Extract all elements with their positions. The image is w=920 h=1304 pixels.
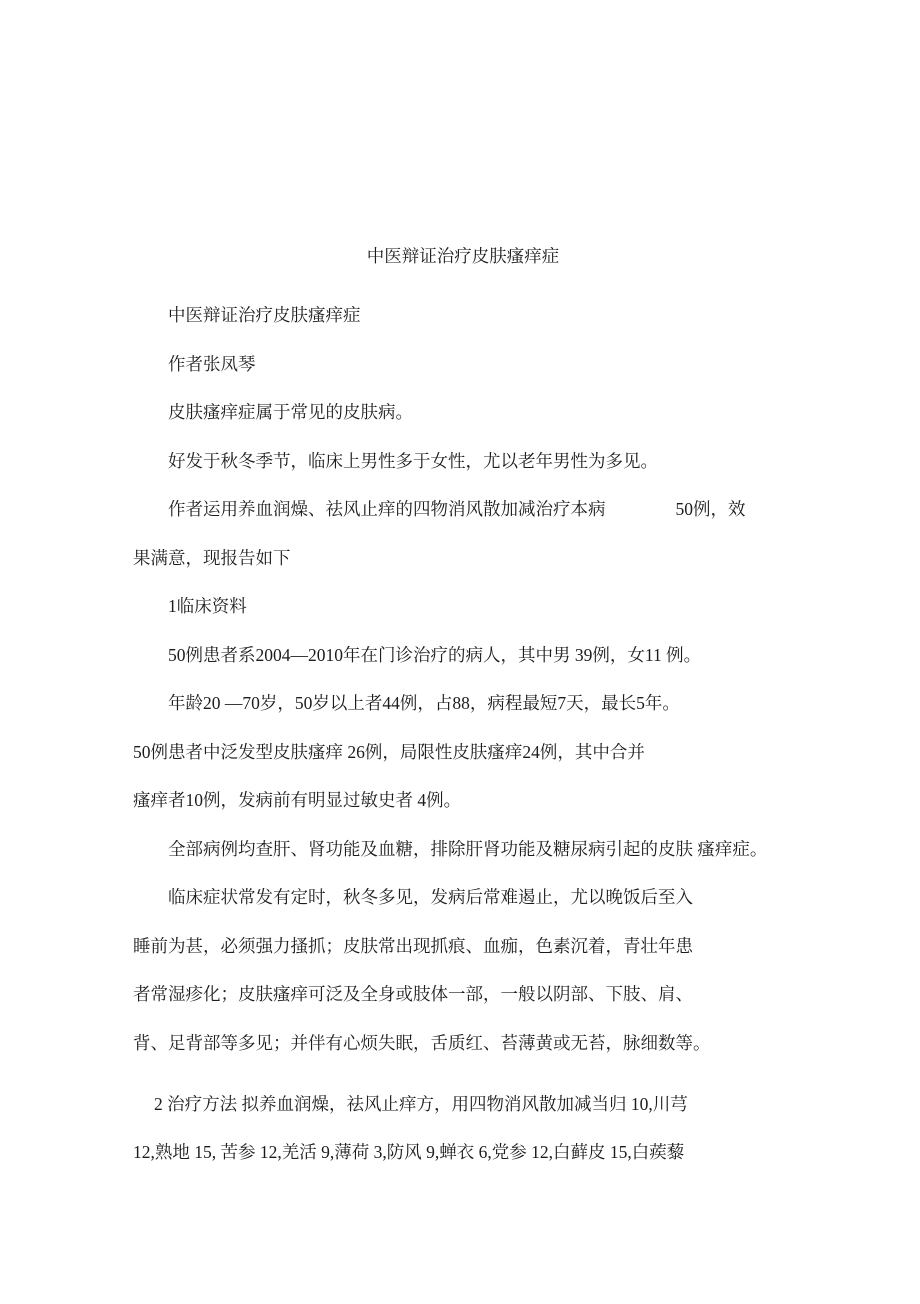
doc-line: 年龄20 —70岁，50岁以上者44例，占88，病程最短7天，最长5年。	[168, 693, 680, 713]
doc-line: 背、足背部等多见；并伴有心烦失眠，舌质红、苔薄黄或无苔，脉细数等。	[133, 1032, 711, 1053]
doc-line: 12,熟地 15, 苦参 12,羌活 9,薄荷 3,防风 9,蝉衣 6,党参 12,白藓皮 15,白蒺藜	[133, 1142, 685, 1162]
doc-line: 者常湿疹化；皮肤瘙痒可泛及全身或肢体一部，一般以阴部、下肢、肩、	[133, 984, 693, 1004]
doc-line: 睡前为甚，必须强力搔抓；皮肤常出现抓痕、血痂，色素沉着，青壮年患	[133, 935, 693, 956]
doc-line: 瘙痒者10例，发病前有明显过敏史者 4例。	[133, 790, 462, 810]
doc-line: 临床症状常发有定时，秋冬多见，发病后常难遏止，尤以晚饭后至入	[168, 887, 693, 907]
doc-line: 中医辩证治疗皮肤瘙痒症	[168, 305, 361, 325]
doc-line: 作者张凤琴	[168, 353, 256, 374]
doc-line: 皮肤瘙痒症属于常见的皮肤病。	[168, 402, 413, 422]
doc-line: 好发于秋冬季节，临床上男性多于女性，尤以老年男性为多见。	[168, 450, 658, 471]
doc-line: 果满意，现报告如下	[133, 547, 291, 568]
doc-line: 作者运用养血润燥、祛风止痒的四物消风散加减治疗本病 50例，效	[168, 499, 746, 519]
doc-line: 1临床资料	[168, 596, 247, 616]
doc-line: 50例患者系2004—2010年在门诊治疗的病人，其中男 39例，女11 例。	[168, 644, 702, 665]
doc-line: 50例患者中泛发型皮肤瘙痒 26例，局限性皮肤瘙痒24例，其中合并	[133, 741, 645, 762]
doc-line: 全部病例均查肝、肾功能及血糖，排除肝肾功能及糖尿病引起的皮肤 瘙痒症。	[168, 838, 768, 859]
doc-line: 2 治疗方法 拟养血润燥，祛风止痒方，用四物消风散加减当归 10,川芎	[154, 1093, 688, 1114]
document-body	[133, 243, 793, 1188]
doc-title-line: 中医辩证治疗皮肤瘙痒症	[366, 246, 560, 266]
